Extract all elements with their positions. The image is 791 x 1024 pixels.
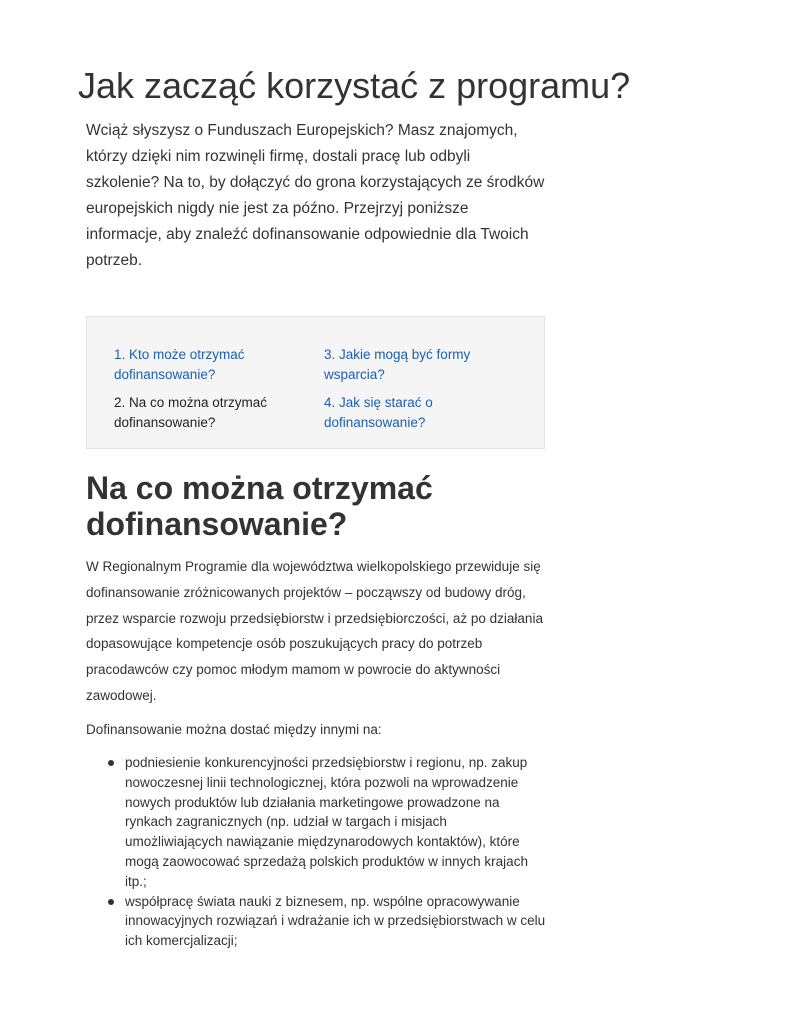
list-item xyxy=(86,753,546,892)
section-paragraph: W Regionalnym Programie dla województwa wielkopolskiego przewiduje się dofinansowanie zróżnicowanych projektów – począwszy od budowy dróg, przez wsparcie rozwoju przedsiębiorstw i przedsiębiorczości, aż po działania dopasowujące kompetencje osób poszukujących pracy do potrzeb pracodawców czy pomoc młodym mamom w powrocie do aktywności zawodowej. xyxy=(86,559,543,703)
toc-link-how-to-apply[interactable]: 4. Jak się starać o dofinansowanie? xyxy=(324,395,433,430)
list-item-text: współpracę świata nauki z biznesem, np. wspólne opracowywanie innowacyjnych rozwiązań i wdrażanie ich w przedsiębiorstwach w celu ich komercjalizacji; xyxy=(125,893,546,949)
bullet-dot-icon xyxy=(108,899,114,905)
page-title: Jak zacząć korzystać z programu? xyxy=(78,65,631,106)
table-of-contents xyxy=(86,316,545,449)
bullet-dot-icon xyxy=(108,760,114,766)
list-item-text: podniesienie konkurencyjności przedsiębiorstw i regionu, np. zakup nowoczesnej linii technologicznej, która pozwoli na wprowadzenie nowych produktów lub działania marketingowe prowadzone na rynkach zagranicznych (np. udział w targach i misjach umożliwiających nawiązanie międzynarodowych kontaktów), które mogą zaowocować sprzedażą polskich produktów w innych krajach itp.; xyxy=(125,755,528,889)
toc-link-what-can-be-funded[interactable]: 2. Na co można otrzymać dofinansowanie? xyxy=(114,395,268,430)
intro-paragraph: Wciąż słyszysz o Funduszach Europejskich? Masz znajomych, którzy dzięki nim rozwinęli firmę, dostali pracę lub odbyli szkolenie? Na to, by dołączyć do grona korzystających ze środków europejskich nigdy nie jest za późno. Przejrzyj poniższe informacje, aby znaleźć dofinansowanie odpowiednie dla Twoich potrzeb. xyxy=(86,122,545,269)
list-intro: Dofinansowanie można dostać między innymi na: xyxy=(86,722,382,737)
funding-list xyxy=(86,753,546,951)
toc-link-who-can-get-funding[interactable]: 1. Kto może otrzymać dofinansowanie? xyxy=(114,347,245,382)
section-title: Na co można otrzymać dofinansowanie? xyxy=(86,470,433,542)
list-item xyxy=(86,892,546,951)
toc-link-forms-of-support[interactable]: 3. Jakie mogą być formy wsparcia? xyxy=(324,347,471,382)
